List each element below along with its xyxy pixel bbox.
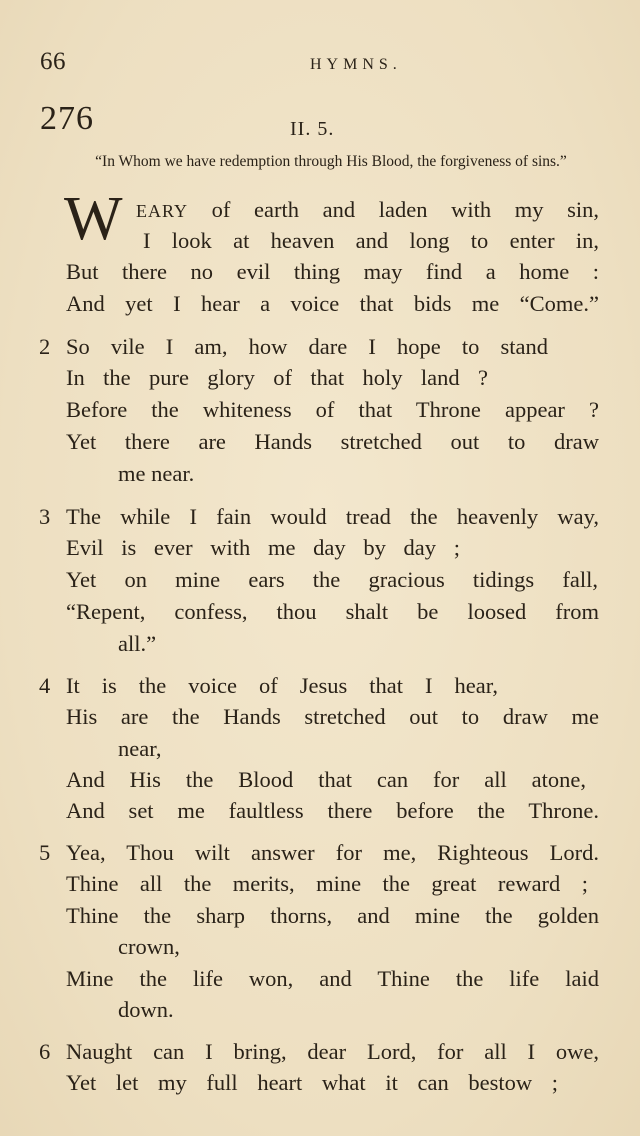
verse-line: Yet let my full heart what it can bestow ; bbox=[66, 1070, 558, 1095]
page-number: 66 bbox=[40, 48, 66, 75]
verse-line: Naught can I bring, dear Lord, for all I owe, bbox=[66, 1039, 599, 1064]
verse-line: So vile I am, how dare I hope to stand bbox=[66, 334, 548, 359]
verse-line: And set me faultless there before the Throne. bbox=[66, 798, 599, 823]
verse-line: “Repent, confess, thou shalt be loosed from bbox=[66, 599, 599, 624]
hymn-meter: II. 5. bbox=[290, 118, 335, 140]
verse-line: down. bbox=[118, 997, 174, 1022]
verse-line-text: of earth and laden with my sin, bbox=[188, 197, 599, 222]
verse-line: And His the Blood that can for all atone, bbox=[66, 767, 586, 792]
verse-line: Evil is ever with me day by day ; bbox=[66, 535, 460, 560]
verse-line: His are the Hands stretched out to draw me bbox=[66, 704, 599, 729]
verse-line: Before the whiteness of that Throne appear ? bbox=[66, 397, 599, 422]
verse-line: Thine the sharp thorns, and mine the golden bbox=[66, 903, 599, 928]
verse-number: 6 bbox=[39, 1039, 51, 1064]
verse-line: Thine all the merits, mine the great reward ; bbox=[66, 871, 588, 896]
verse-number: 5 bbox=[39, 840, 51, 865]
verse-line: Mine the life won, and Thine the life laid bbox=[66, 966, 599, 991]
verse-line: But there no evil thing may find a home : bbox=[66, 259, 599, 284]
verse-line: It is the voice of Jesus that I hear, bbox=[66, 673, 498, 698]
verse-line: And yet I hear a voice that bids me “Come.” bbox=[66, 291, 599, 316]
verse-line: In the pure glory of that holy land ? bbox=[66, 365, 488, 390]
verse-line bbox=[136, 194, 599, 225]
verse-line: Yet there are Hands stretched out to draw bbox=[66, 429, 599, 454]
verse-line: near, bbox=[118, 736, 162, 761]
drop-cap: W bbox=[64, 185, 123, 253]
verse-number: 2 bbox=[39, 334, 51, 359]
hymn-number: 276 bbox=[40, 100, 94, 137]
verse-line: Yet on mine ears the gracious tidings fall, bbox=[66, 567, 598, 592]
verse-line: me near. bbox=[118, 461, 195, 486]
verse-number: 4 bbox=[39, 673, 51, 698]
running-head: HYMNS. bbox=[310, 56, 402, 73]
page-header bbox=[40, 48, 600, 78]
verse-line: crown, bbox=[118, 934, 180, 959]
verse-line: Yea, Thou wilt answer for me, Righteous Lord. bbox=[66, 840, 599, 865]
small-caps-word: EARY bbox=[136, 201, 189, 221]
verse-line: I look at heaven and long to enter in, bbox=[143, 228, 599, 253]
verse-number: 3 bbox=[39, 504, 51, 529]
verse-line: all.” bbox=[118, 631, 157, 656]
verse-line: The while I fain would tread the heavenly way, bbox=[66, 504, 599, 529]
hymn-epigraph: “In Whom we have redemption through His Blood, the forgiveness of sins.” bbox=[95, 153, 567, 170]
